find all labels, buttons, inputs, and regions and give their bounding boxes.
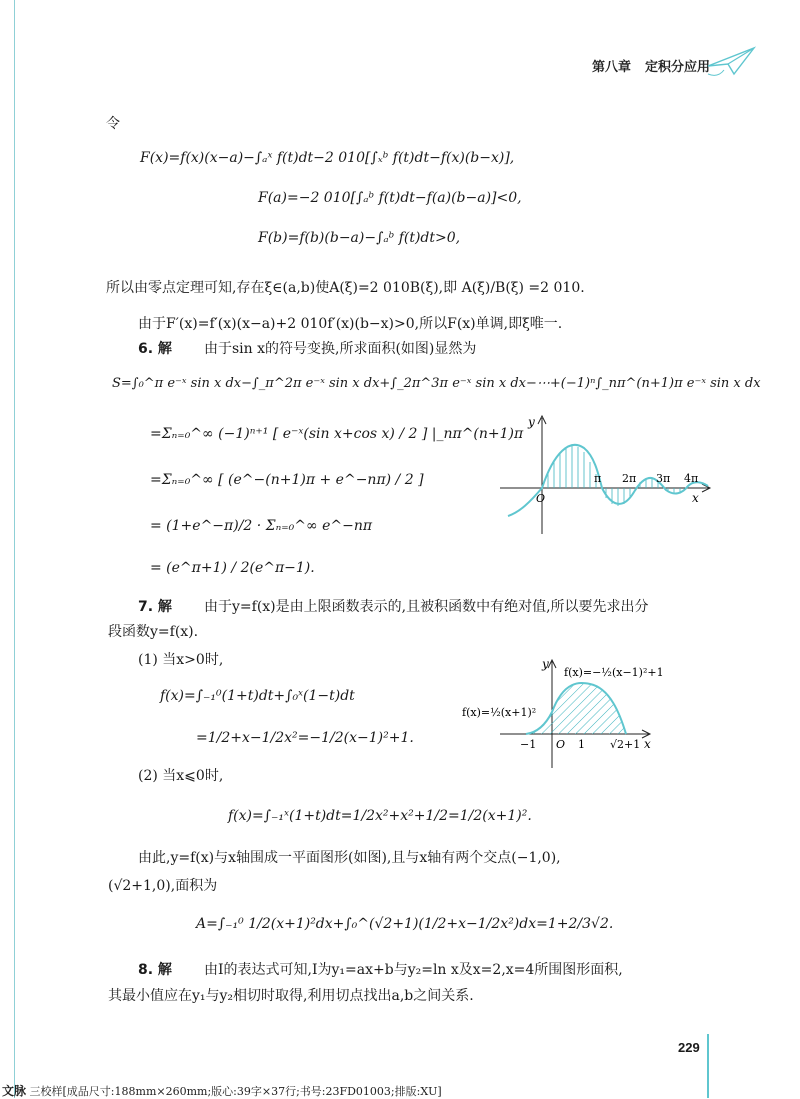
eq-F-a: F(a)=−2 010[∫ₐᵇ f(t)dt−f(a)(b−a)]<0, [258, 190, 522, 206]
fig6-tick-4pi: 4π [684, 472, 699, 485]
paragraph-monotonic: 由于F′(x)=f′(x)(x−a)+2 010f′(x)(b−x)>0,所以F(x)单调,即ξ唯一. [138, 316, 563, 332]
s6-eq-2: =Σₙ₌₀^∞ (−1)ⁿ⁺¹ [ e⁻ˣ(sin x+cos x) / 2 ] |_nπ^(n+1)π [150, 426, 524, 442]
eq-F-b: F(b)=f(b)(b−a)−∫ₐᵇ f(t)dt>0, [258, 230, 461, 246]
footer-brand: 文脉 [2, 1084, 27, 1098]
fig6-tick-3pi: 3π [656, 472, 671, 485]
footer-info: 三校样[成品尺寸:188mm×260mm;版心:39字×37行;书号:23FD01003;排版:XU] [29, 1085, 442, 1098]
fig7-tick-minus-1: −1 [520, 738, 537, 751]
fig7-tick-1: 1 [578, 738, 585, 751]
fig6-origin: O [536, 492, 546, 505]
header-chapter: 第八章 [592, 60, 632, 75]
fig7-tick-root: √2+1 [610, 738, 641, 751]
eq-F-x: F(x)=f(x)(x−a)−∫ₐˣ f(t)dt−2 010[∫ₓᵇ f(t)dt−f(x)(b−x)], [140, 150, 515, 166]
paper-plane-icon [704, 44, 760, 78]
section-6-text: 由于sin x的符号变换,所求面积(如图)显然为 [204, 341, 477, 357]
s6-eq-4: = (1+e^−π)/2 · Σₙ₌₀^∞ e^−nπ [150, 518, 373, 534]
fig7-origin: O [556, 738, 566, 751]
fig6-tick-2pi: 2π [622, 472, 637, 485]
s6-eq-5: = (e^π+1) / 2(e^π−1). [150, 560, 315, 576]
section-7-text-b: 段函数y=f(x). [108, 624, 199, 640]
fig7-x-label: x [644, 737, 651, 751]
fig7-label-right-branch: f(x)=−½(x−1)²+1 [564, 666, 664, 679]
case-2-label: (2) 当x⩽0时, [138, 768, 224, 784]
section-8-text: 由I的表达式可知,I为y₁=ax+b与y₂=ln x及x=2,x=4所围图形面积, [204, 962, 623, 978]
section-7-text: 由于y=f(x)是由上限函数表示的,且被积函数中有绝对值,所以要先求出分 [204, 599, 649, 615]
s7-eq-area: A=∫₋₁⁰ 1/2(x+1)²dx+∫₀^(√2+1)(1/2+x−1/2x²)dx=1+2/3√2. [196, 916, 614, 932]
section-7-text-4: (√2+1,0),面积为 [108, 878, 218, 894]
fig7-label-left-branch: f(x)=½(x+1)² [462, 706, 537, 719]
figure-damped-sine [498, 412, 718, 536]
section-7-text-3: 由此,y=f(x)与x轴围成一平面图形(如图),且与x轴有两个交点(−1,0), [138, 850, 561, 866]
s6-eq-1: S=∫₀^π e⁻ˣ sin x dx−∫_π^2π e⁻ˣ sin x dx+∫_2π^3π e⁻ˣ sin x dx−⋯+(−1)ⁿ∫_nπ^(n+1)π e⁻ˣ sin x dx [112, 376, 761, 391]
page-number: 229 [678, 1040, 700, 1055]
section-7-number: 7. 解 [138, 599, 172, 615]
section-8-number: 8. 解 [138, 962, 172, 978]
intro-text: 令 [106, 116, 120, 132]
page-number-rule [707, 1034, 709, 1098]
fig6-y-label: y [528, 415, 535, 429]
footer [2, 1082, 442, 1099]
s7-eq-1b: =1/2+x−1/2x²=−1/2(x−1)²+1. [196, 730, 414, 746]
s6-eq-3: =Σₙ₌₀^∞ [ (e^−(n+1)π + e^−nπ) / 2 ] [150, 472, 424, 488]
left-margin-rule [14, 0, 15, 1098]
fig6-tick-pi: π [594, 472, 602, 485]
section-8-text-b: 其最小值应在y₁与y₂相切时取得,利用切点找出a,b之间关系. [108, 988, 474, 1004]
fig7-y-label: y [542, 657, 549, 671]
s7-eq-2: f(x)=∫₋₁ˣ(1+t)dt=1/2x²+x²+1/2=1/2(x+1)². [228, 808, 532, 824]
header-title: 定积分应用 [645, 60, 711, 75]
case-1-label: (1) 当x>0时, [138, 652, 224, 668]
fig6-x-label: x [692, 491, 699, 505]
paragraph-zero-theorem: 所以由零点定理可知,存在ξ∈(a,b)使A(ξ)=2 010B(ξ),即 A(ξ)/B(ξ) =2 010. [106, 280, 585, 296]
s7-eq-1a: f(x)=∫₋₁⁰(1+t)dt+∫₀ˣ(1−t)dt [160, 688, 355, 704]
figure-piecewise-area [460, 654, 675, 770]
section-6-number: 6. 解 [138, 341, 172, 357]
